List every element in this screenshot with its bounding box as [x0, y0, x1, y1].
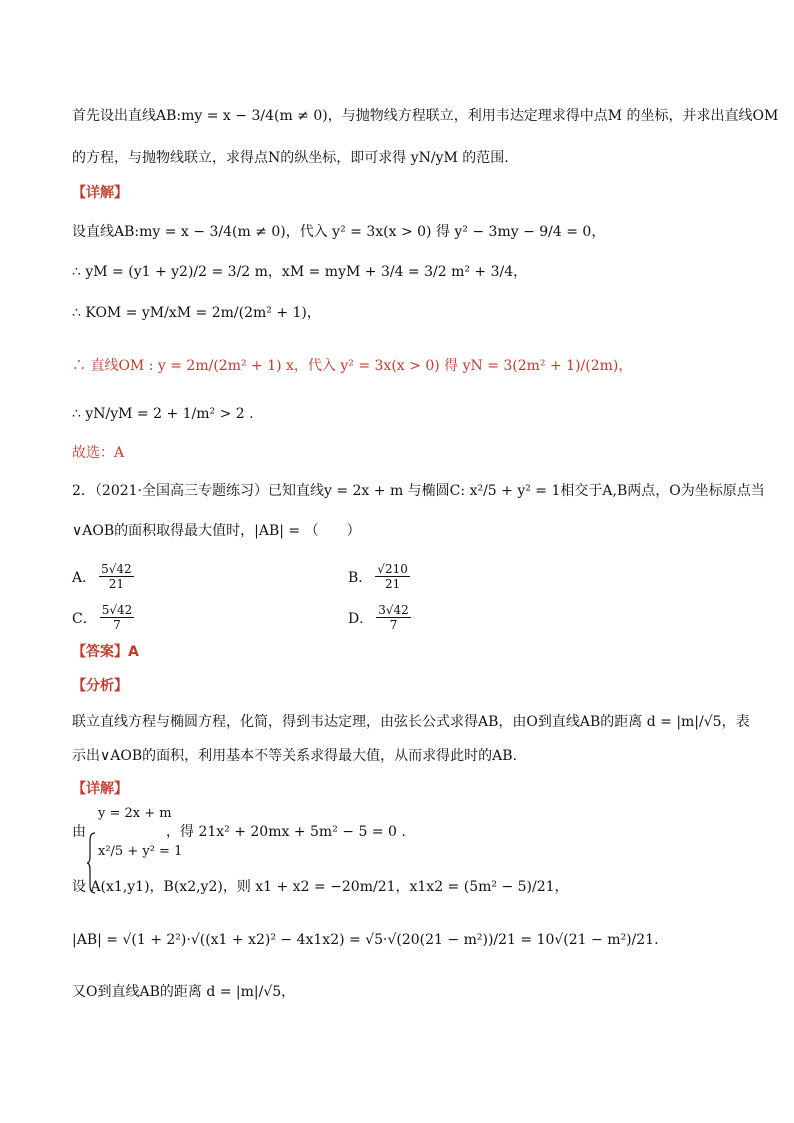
option-a[interactable] — [72, 562, 137, 591]
system-result: ，得 21x² + 20mx + 5m² − 5 = 0 . — [166, 824, 406, 840]
option-b-den: 21 — [384, 577, 401, 591]
option-b-fraction — [375, 562, 410, 591]
answer-heading: 【答案】A — [72, 644, 139, 660]
option-b-label: B． — [348, 569, 373, 586]
system-eq2: x²/5 + y² = 1 — [98, 844, 183, 859]
option-b-num: √210 — [377, 562, 408, 576]
option-c-fraction — [100, 603, 135, 632]
question-line1: 2．（2021·全国高三专题练习）已知直线y = 2x + m 与椭圆C: x²/5 + y² = 1相交于A,B两点，O为坐标原点当 — [72, 483, 765, 499]
prev-detail-line3: ∴ KOM = yM/xM = 2m/(2m² + 1)， — [72, 305, 321, 321]
distance-line: 又O到直线AB的距离 d = |m|/√5， — [72, 984, 296, 1000]
option-d[interactable] — [348, 603, 414, 632]
option-d-fraction — [376, 603, 411, 632]
prev-analysis-line1: 首先设出直线AB:my = x − 3/4(m ≠ 0)，与抛物线方程联立，利用韦达定理求得中点M 的坐标，并求出直线OM — [72, 108, 779, 124]
chord-length-line: |AB| = √(1 + 2²)·√((x1 + x2)² − 4x1x2) = √5·√(20(21 − m²))/21 = 10√(21 − m²)/21. — [72, 932, 659, 948]
option-c-label: C． — [72, 610, 97, 627]
system-prefix: 由 — [72, 824, 86, 840]
option-d-den: 7 — [389, 618, 398, 632]
option-c[interactable] — [72, 603, 137, 632]
prev-detail-line1: 设直线AB:my = x − 3/4(m ≠ 0)，代入 y² = 3x(x > 0) 得 y² − 3my − 9/4 = 0， — [72, 224, 606, 240]
detail-heading: 【详解】 — [72, 185, 128, 201]
option-b[interactable] — [348, 562, 413, 591]
question-line2: ∨AOB的面积取得最大值时，|AB| = （ ） — [72, 523, 361, 539]
option-a-den: 21 — [108, 577, 125, 591]
option-a-num: 5√42 — [101, 562, 132, 576]
option-d-num: 3√42 — [378, 603, 409, 617]
prev-analysis-line2: 的方程，与抛物线联立，求得点N的纵坐标，即可求得 yN/yM 的范围. — [72, 150, 509, 166]
prev-detail-line5: ∴ yN/yM = 2 + 1/m² > 2 . — [72, 406, 254, 422]
prev-detail-line2: ∴ yM = (y1 + y2)/2 = 3/2 m，xM = myM + 3/4 = 3/2 m² + 3/4， — [72, 264, 528, 280]
vieta-line: 设 A(x1,y1)，B(x2,y2)，则 x1 + x2 = −20m/21，x1x2 = (5m² − 5)/21， — [72, 879, 569, 895]
prev-detail-line4: ∴ 直线OM : y = 2m/(2m² + 1) x，代入 y² = 3x(x > 0) 得 yN = 3(2m² + 1)/(2m)， — [72, 358, 633, 374]
choose-answer: 故选：A — [72, 445, 125, 461]
analysis-line1: 联立直线方程与椭圆方程，化简，得到韦达定理，由弦长公式求得AB，由O到直线AB的距离 d = |m|/√5，表 — [72, 714, 750, 730]
option-d-label: D． — [348, 610, 374, 627]
analysis-line2: 示出∨AOB的面积，利用基本不等关系求得最大值，从而求得此时的AB. — [72, 748, 517, 764]
option-c-num: 5√42 — [101, 603, 133, 617]
option-c-den: 7 — [113, 618, 121, 632]
option-a-fraction — [99, 562, 134, 591]
detail-heading-2: 【详解】 — [72, 781, 128, 797]
analysis-heading: 【分析】 — [72, 678, 128, 694]
system-eq1: y = 2x + m — [98, 806, 172, 821]
option-a-label: A． — [72, 569, 97, 586]
